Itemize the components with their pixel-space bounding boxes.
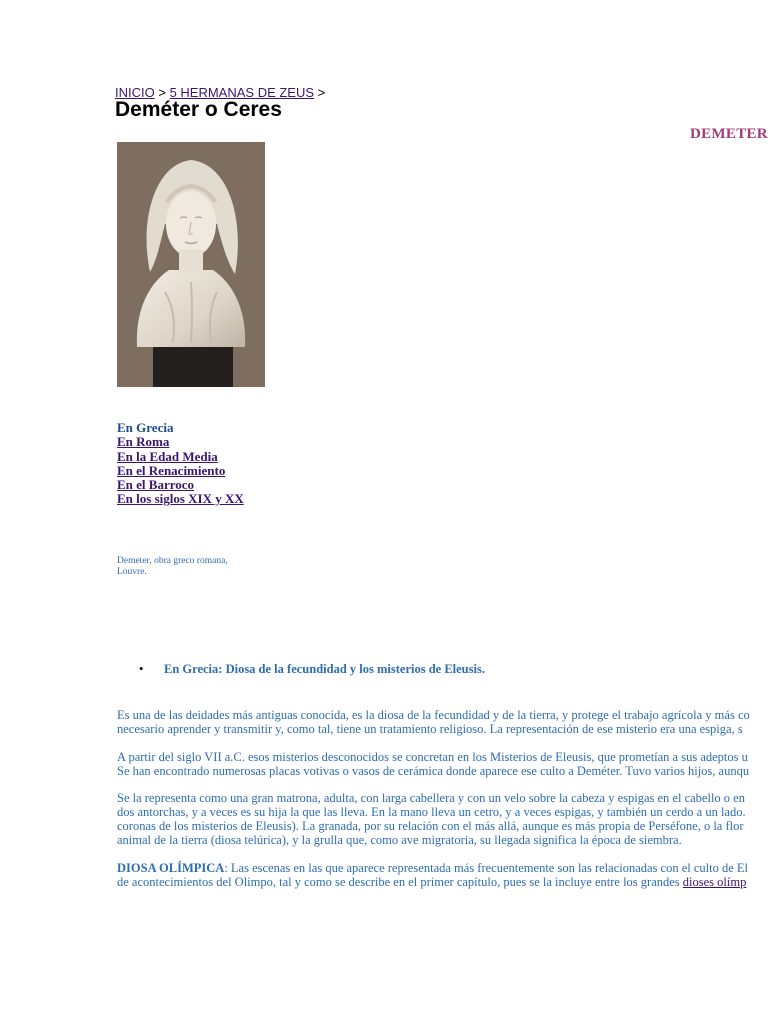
nav-item [117,450,244,464]
nav-link-grecia[interactable]: En Grecia [117,420,174,435]
paragraph-line: animal de la tierra (diosa telúrica), y la grulla que, como ave migratoria, su llegada significa la época de siembra. [117,833,682,847]
nav-link-barroco[interactable]: En el Barroco [117,477,195,493]
paragraph-line [117,875,748,889]
nav-link-roma[interactable]: En Roma [117,434,170,450]
nav-link-edad-media[interactable]: En la Edad Media [117,448,218,464]
nav-item [117,492,244,506]
nav-link-renacimiento[interactable]: En el Renacimiento [117,462,226,478]
paragraph-3 [117,791,746,847]
paragraph-4 [117,861,748,889]
paragraph-text: : Las escenas en las que aparece representada más frecuentemente son las relacionadas con el culto de El [224,861,749,875]
paragraph-line: necesario aprender y transmitir y, como tal, tiene un tratamiento religioso. La representación de ese misterio era una espiga, s [117,722,743,736]
nav-item [117,464,244,478]
nav-link-siglos-xix-xx[interactable]: En los siglos XIX y XX [117,491,244,507]
image-caption: Demeter, obra greco romana, Louvre. [117,556,228,577]
demeter-statue-image [117,142,265,387]
breadcrumb-separator: > [154,85,170,100]
paragraph-line: Se han encontrado numerosas placas votivas o vasos de cerámica donde aparece ese culto a Deméter. Tuvo varios hijos, aunqu [117,764,750,778]
breadcrumb-home-link[interactable]: INICIO [115,85,155,100]
paragraph-line: Es una de las deidades más antiguas conocida, es la diosa de la fecundidad y de la tierra, y protege el trabajo agrícola y más co [117,708,750,722]
section-heading-text: En Grecia: Diosa de la fecundidad y los misterios de Eleusis. [164,662,485,676]
paragraph-line [117,861,748,875]
paragraph-line: dos antorchas, y a veces es su hija la que las lleva. En la mano lleva un cetro, y a veces espigas, y también un cerdo a un lado. [117,805,746,819]
nav-item [117,421,244,435]
breadcrumb-section-link[interactable]: 5 HERMANAS DE ZEUS [169,85,315,100]
page-title: Deméter o Ceres [115,98,282,121]
breadcrumb-separator: > [314,85,326,100]
bullet-marker: • [139,662,144,676]
paragraph-2 [117,750,749,778]
paragraph-line: Se la representa como una gran matrona, adulta, con larga cabellera y con un velo sobre la cabeza y espigas en el cabello o en [117,791,745,805]
section-heading-grecia [139,662,485,677]
statue-illustration [117,142,265,387]
paragraph-line: coronas de los misterios de Eleusis). La granada, por su relación con el más allá, aunque es más propia de Perséfone, o la flor [117,819,744,833]
side-heading: DEMETER [690,126,768,142]
paragraph-text: de acontecimientos del Olimpo, tal y como se describe en el primer capítulo, pues se la incluye entre los grandes [117,875,683,889]
paragraph-1 [117,708,750,736]
nav-item [117,435,244,449]
nav-item [117,478,244,492]
dioses-olimpicos-link[interactable]: dioses olímp [682,875,747,889]
paragraph-lead: DIOSA OLÍMPICA [117,861,225,875]
section-nav [117,421,244,507]
paragraph-line: A partir del siglo VII a.C. esos misterios desconocidos se concretan en los Misterios de Eleusis, que prometían a sus adeptos u [117,750,748,764]
